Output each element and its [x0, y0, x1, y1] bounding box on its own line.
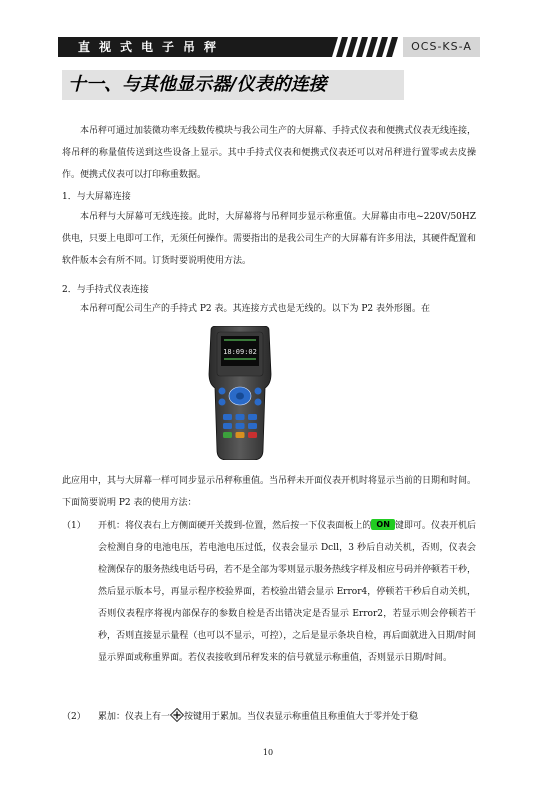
list-item-number: （1）: [62, 521, 86, 531]
list-item-number: （2）: [62, 712, 86, 722]
list-item-body: [98, 515, 476, 669]
accumulate-text-before: 累加：仪表上有一: [98, 712, 171, 722]
section-heading-handheld: 2．与手持式仪表连接: [62, 285, 149, 295]
device-display-time: 18:09:02: [223, 348, 257, 356]
power-on-text-before: 开机：将仪表右上方侧面硬开关拨到-位置，然后按一下仪表面板上的: [98, 521, 372, 531]
chapter-title: 十一、与其他显示器/仪表的连接: [62, 70, 404, 100]
on-key-badge: ON: [371, 519, 395, 530]
accumulate-key-plus-icon: [170, 708, 184, 722]
page-header: [58, 37, 480, 57]
section-heading-big-screen: 1．与大屏幕连接: [62, 192, 131, 202]
p2-usage-intro: 此应用中，其与大屏幕一样可同步显示吊秤称重值。当吊秤未开面仪表开机时将显示当前的日期和时间。下面简要说明 P2 表的使用方法：: [62, 476, 477, 508]
page-number: 10: [262, 748, 274, 757]
intro-paragraph: 本吊秤可通过加装微功率无线数传模块与我公司生产的大屏幕、手持式仪表和便携式仪表无线连接，将吊秤的称量值传送到这些设备上显示。其中手持式仪表和便携式仪表还可以对吊秤进行置零或去皮操作。便携式仪表可以打印称重数据。: [62, 126, 477, 180]
accumulate-text-after: 按键用于累加。当仪表显示称重值且称重值大于零并处于稳: [184, 712, 419, 722]
list-item-power-on: [62, 515, 476, 695]
p2-handheld-device-image: [205, 326, 275, 460]
list-item-body: [98, 706, 476, 728]
header-product-title: 直视式电子吊秤: [58, 37, 328, 57]
power-on-text-after: 键即可。仪表开机后会检测自身的电池电压，若电池电压过低，仪表会显示 Dcll，3 秒后自动关机，否则，仪表会检测保存的服务热线电话号码，若不是全部为零则显示服务热线字样及相应号码并停顿若干秒，然后显示版本号，再显示程序校验界面，若校验出错会显示 Error4，停顿若干秒后自动关机，否则仪表程序将视内部保存的参数自检是否出错决定是否显示 Error2，若显示则会停顿若干秒，否则直接显示量程（也可以不显示，可控），之后是显示条块自检，再后面就进入日期/时间显示界面或称重界面。若仪表接收到吊秤发来的信号就显示称重值，否则显示日期/时间。: [98, 521, 477, 663]
header-stripes-decoration: [328, 37, 408, 57]
list-item-accumulate: [62, 706, 476, 728]
header-model-code: OCS-KS-A: [403, 37, 480, 57]
section-text-big-screen: 本吊秤与大屏幕可无线连接。此时，大屏幕将与吊秤同步显示称重值。大屏幕由市电~220V/50HZ供电，只要上电即可工作，无须任何操作。需要指出的是我公司生产的大屏幕有许多用法，其硬件配置和软件版本会有所不同。订货时要说明使用方法。: [62, 212, 477, 266]
section-text-handheld: 本吊秤可配公司生产的手持式 P2 表。其连接方式也是无线的。以下为 P2 表外形图。在: [80, 304, 431, 314]
